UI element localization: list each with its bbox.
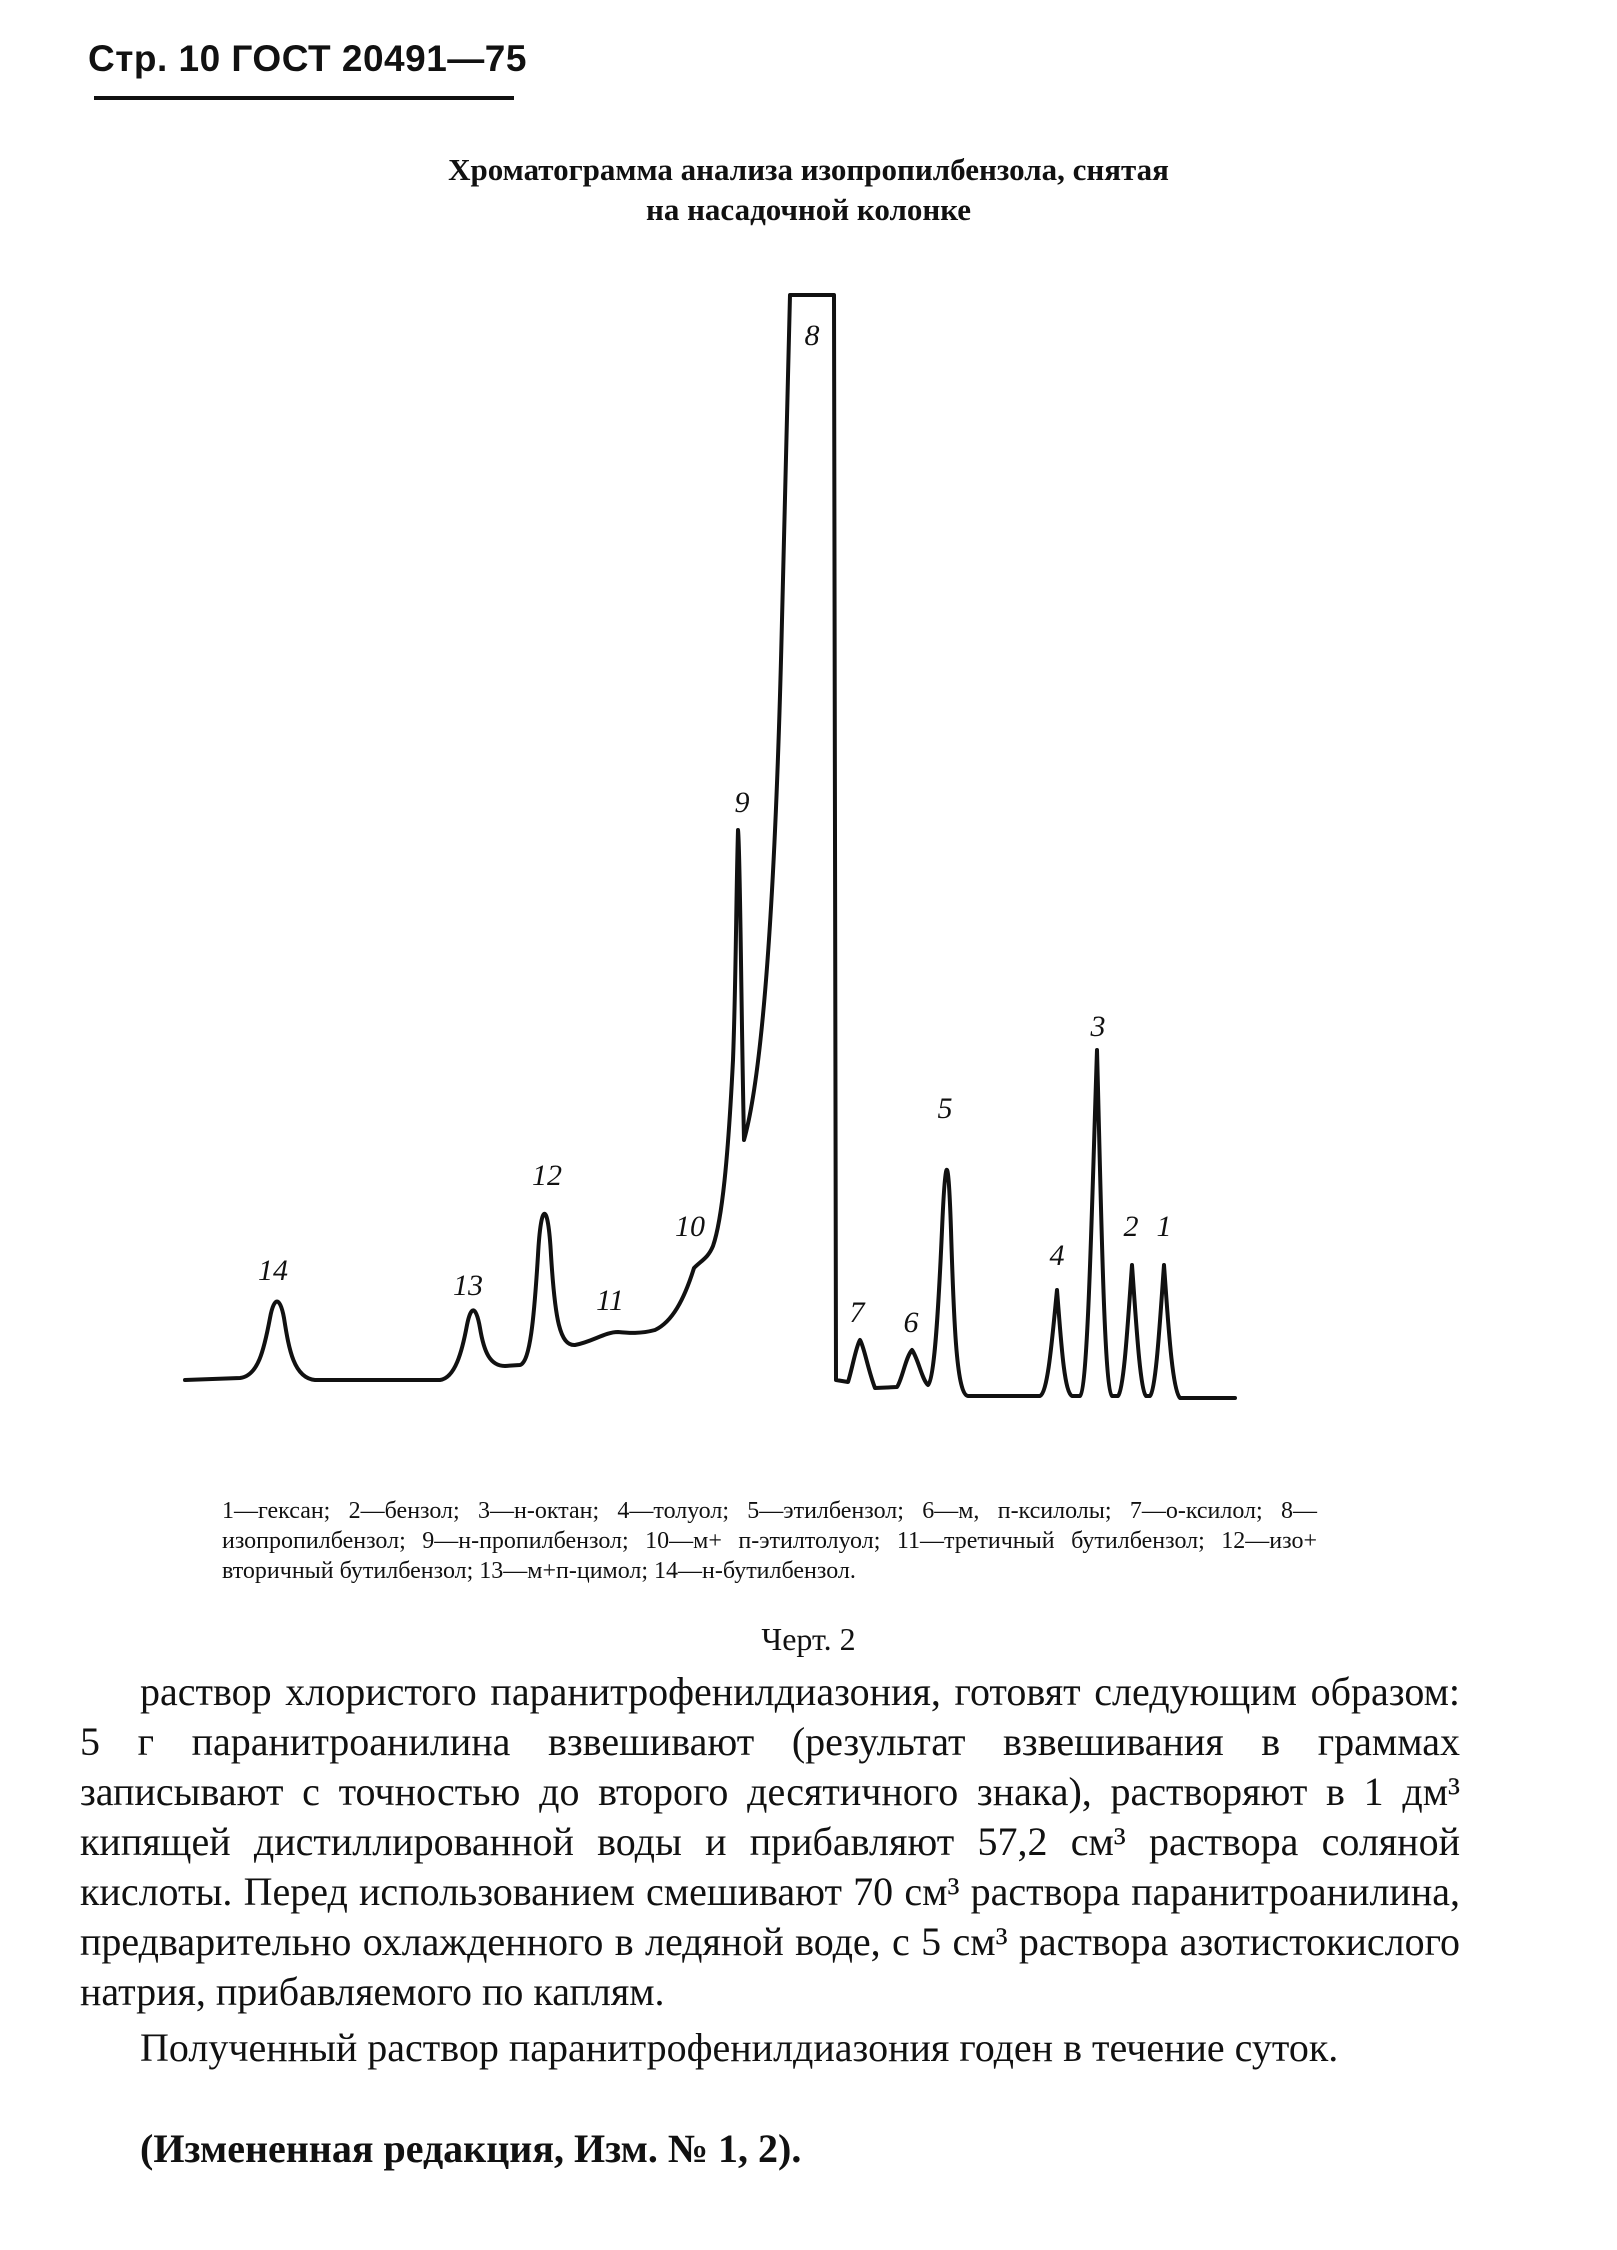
- body-paragraph-2: Полученный раствор паранитрофенилдиазония годен в течение суток.: [140, 2025, 1339, 2070]
- peak-label-12: 12: [532, 1159, 562, 1192]
- peak-label-10: 10: [675, 1210, 705, 1243]
- peak-label-13: 13: [453, 1269, 483, 1302]
- peak-label-4: 4: [1049, 1239, 1065, 1272]
- body-paragraph-1: раствор хлористого паранитрофенилдиазония, готовят следующим образом: 5 г паранитроанилина взвешивают (результат взвешивания в граммах записывают с точностью до второго десятичного знака), растворяют в 1 дм³ кипящей дистиллированной воды и прибавляют 57,2 см³ раствора соляной кислоты. Перед использованием смешивают 70 см³ раствора паранитроанилина, предварительно охлажденного в ледяной воде, с 5 см³ раствора азотистокислого натрия, прибавляемого по каплям.: [80, 1669, 1460, 2014]
- figure-title-line-1: Хроматограмма анализа изопропилбензола, снятая: [448, 152, 1169, 187]
- amendment-note: (Измененная редакция, Изм. № 1, 2).: [140, 2126, 802, 2171]
- figure-caption: 1—гексан; 2—бензол; 3—н-октан; 4—толуол; 5—этилбензол; 6—м, п-ксилолы; 7—о-ксилол; 8—изопропилбензол; 9—н-пропилбензол; 10—м+ п-этилтолуол; 11—третичный бутилбензол; 12—изо+ вторичный бутилбензол; 13—м+п-цимол; 14—н-бутилбензол.: [222, 1498, 1317, 1584]
- figure-label: Черт. 2: [761, 1621, 856, 1657]
- peak-label-8: 8: [804, 319, 820, 352]
- peak-label-6: 6: [903, 1306, 919, 1339]
- figure-title-line-2: на насадочной колонке: [645, 192, 972, 227]
- peak-label-7: 7: [849, 1296, 865, 1329]
- peak-label-5: 5: [937, 1092, 953, 1125]
- peak-label-11: 11: [596, 1284, 624, 1317]
- chromatogram-trace: [185, 295, 1235, 1398]
- page-header: Стр. 10 ГОСТ 20491—75: [88, 38, 527, 79]
- peak-label-1: 1: [1156, 1210, 1172, 1243]
- peak-label-3: 3: [1090, 1010, 1106, 1043]
- peak-label-2: 2: [1123, 1210, 1139, 1243]
- peak-label-9: 9: [734, 786, 750, 819]
- peak-label-14: 14: [258, 1254, 288, 1287]
